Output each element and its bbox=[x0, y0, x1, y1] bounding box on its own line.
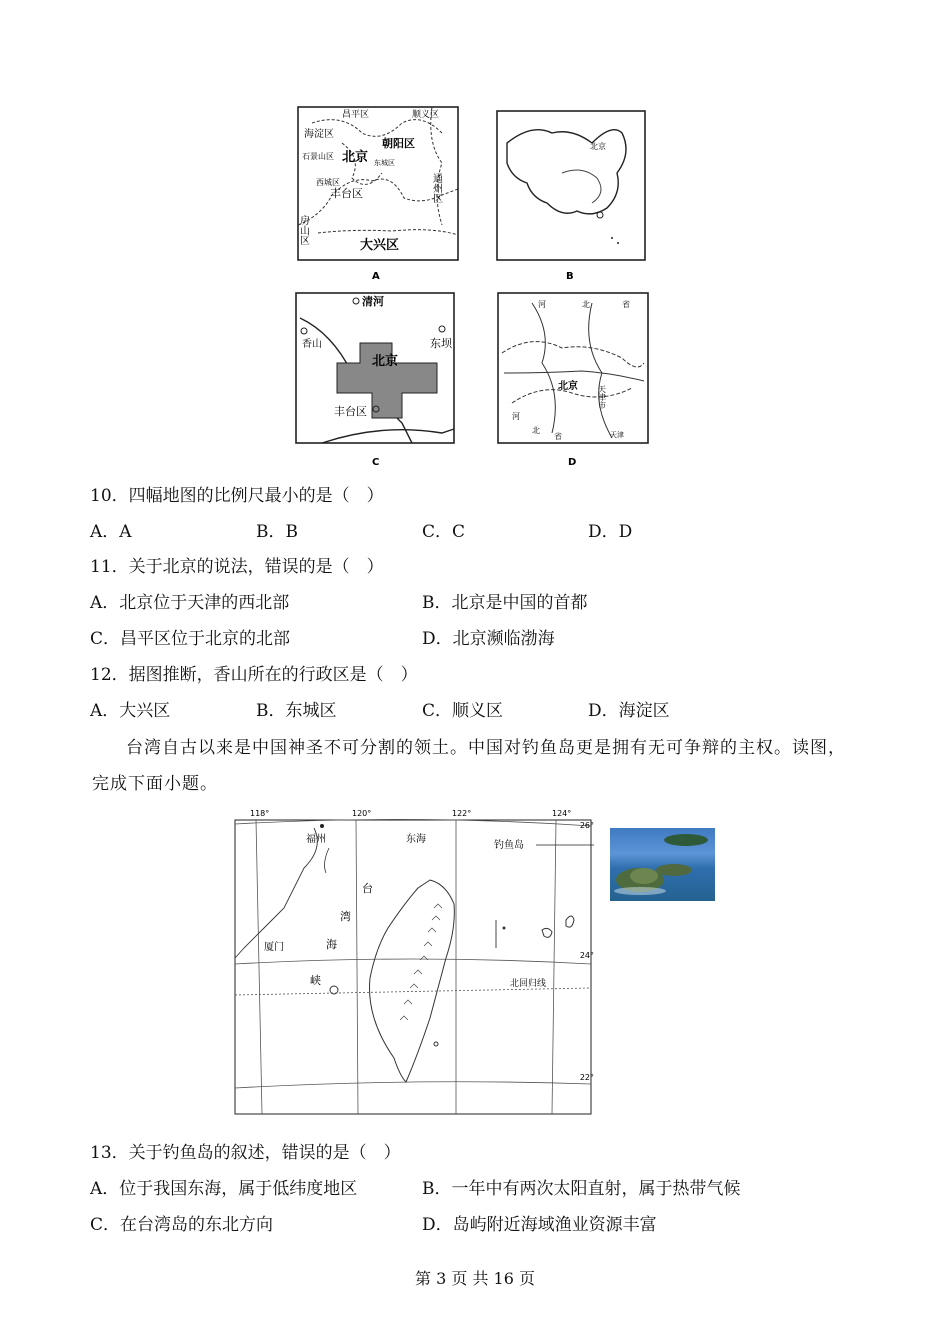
q11-option-d: D．北京濒临渤海 bbox=[422, 629, 555, 649]
taiwan-lon-120: 120° bbox=[352, 809, 372, 818]
taiwan-intro-paragraph: 台湾自古以来是中国神圣不可分割的领土。中国对钓鱼岛更是拥有无可争辩的主权。读图，完成下面小题。 bbox=[92, 738, 846, 794]
q10-option-d: D．D bbox=[588, 522, 633, 542]
map-d-he2: 河 bbox=[512, 412, 520, 421]
map-c-dongba: 东坝 bbox=[430, 337, 452, 350]
page-footer: 第 3 页 共 16 页 bbox=[415, 1269, 535, 1288]
q11-stem: 11．关于北京的说法，错误的是（ ） bbox=[90, 557, 384, 577]
map-c-caption: C bbox=[372, 457, 380, 465]
map-a-tongzhou: 通州区 bbox=[430, 173, 442, 203]
map-a-chaoyang: 朝阳区 bbox=[382, 137, 415, 150]
q10-option-b: B．B bbox=[256, 522, 298, 542]
map-d-he1: 河 bbox=[538, 300, 546, 309]
q10-option-a: A．A bbox=[90, 522, 132, 542]
taiwan-donghai: 东海 bbox=[406, 834, 426, 845]
q13-option-a: A．位于我国东海，属于低纬度地区 bbox=[90, 1179, 358, 1199]
q12-stem: 12．据图推断，香山所在的行政区是（ ） bbox=[90, 665, 418, 685]
taiwan-xiamen: 厦门 bbox=[264, 942, 284, 953]
map-a-fangshan: 房山区 bbox=[297, 215, 309, 245]
q13-option-d: D．岛屿附近海域渔业资源丰富 bbox=[422, 1215, 657, 1235]
taiwan-lat-24: 24° bbox=[579, 951, 594, 960]
map-c-beijing: 北京 bbox=[372, 354, 399, 369]
q12-option-d: D．海淀区 bbox=[588, 701, 670, 721]
q11-option-a: A．北京位于天津的西北部 bbox=[90, 593, 290, 613]
map-d-tianjin-city: 天津 bbox=[610, 431, 624, 439]
q13-option-c: C．在台湾岛的东北方向 bbox=[90, 1215, 274, 1235]
q11-option-b: B．北京是中国的首都 bbox=[422, 593, 588, 613]
map-a-fengtai: 丰台区 bbox=[330, 187, 363, 200]
taiwan-lat-22: 22° bbox=[579, 1073, 594, 1082]
map-d bbox=[498, 293, 648, 465]
map-b-caption: B bbox=[566, 271, 574, 282]
q12-option-b: B．东城区 bbox=[256, 701, 337, 721]
map-c bbox=[296, 293, 454, 465]
q13-option-b: B．一年中有两次太阳直射，属于热带气候 bbox=[422, 1179, 741, 1199]
map-d-bei1: 北 bbox=[582, 300, 590, 309]
map-d-beijing: 北京 bbox=[558, 381, 578, 392]
map-b-beijing: 北京 bbox=[590, 142, 606, 151]
taiwan-tropic: 北回归线 bbox=[510, 979, 547, 989]
diaoyu-island-photo bbox=[610, 828, 715, 901]
q12-option-c: C．顺义区 bbox=[422, 701, 504, 721]
q10-stem: 10．四幅地图的比例尺最小的是（ ） bbox=[90, 486, 384, 506]
taiwan-fuzhou: 福州 bbox=[306, 834, 326, 845]
map-a-changping: 昌平区 bbox=[342, 110, 370, 120]
taiwan-xia: 峡 bbox=[310, 974, 321, 987]
q11-option-c: C．昌平区位于北京的北部 bbox=[90, 629, 291, 649]
taiwan-wan: 湾 bbox=[340, 910, 351, 923]
q12-option-a: A．大兴区 bbox=[90, 701, 171, 721]
map-a-beijing: 北京 bbox=[342, 150, 369, 165]
map-a-caption: A bbox=[372, 271, 380, 282]
taiwan-hai: 海 bbox=[326, 938, 337, 951]
beijing-maps-figure bbox=[292, 103, 662, 465]
map-c-xiangshan: 香山 bbox=[302, 339, 322, 350]
taiwan-lon-124: 124° bbox=[552, 809, 572, 818]
map-b bbox=[497, 111, 645, 282]
map-a bbox=[298, 107, 459, 282]
map-c-qinghe: 清河 bbox=[362, 295, 384, 308]
taiwan-lat-26: 26° bbox=[579, 821, 594, 830]
taiwan-map bbox=[234, 808, 594, 1116]
map-d-caption: D bbox=[568, 457, 577, 465]
map-a-haidian: 海淀区 bbox=[304, 129, 334, 140]
map-d-sheng1: 省 bbox=[622, 300, 630, 309]
taiwan-diaoyudao: 钓鱼岛 bbox=[494, 840, 524, 851]
map-d-sheng2: 省 bbox=[554, 432, 562, 441]
taiwan-lon-118: 118° bbox=[250, 809, 270, 818]
q10-option-c: C．C bbox=[422, 522, 466, 542]
map-d-tianjin: 天津市 bbox=[597, 385, 607, 409]
map-c-fengtai: 丰台区 bbox=[334, 405, 367, 418]
q13-stem: 13．关于钓鱼岛的叙述，错误的是（ ） bbox=[90, 1143, 401, 1163]
map-a-daxing: 大兴区 bbox=[360, 238, 400, 253]
map-a-shijingshan: 石景山区 bbox=[302, 152, 334, 161]
taiwan-lon-122: 122° bbox=[452, 809, 472, 818]
map-a-shunyi: 顺义区 bbox=[412, 110, 440, 120]
map-a-dongcheng: 东城区 bbox=[374, 159, 395, 167]
map-d-bei2: 北 bbox=[532, 426, 540, 435]
map-a-xicheng: 西城区 bbox=[316, 178, 340, 187]
taiwan-tai: 台 bbox=[362, 882, 373, 895]
